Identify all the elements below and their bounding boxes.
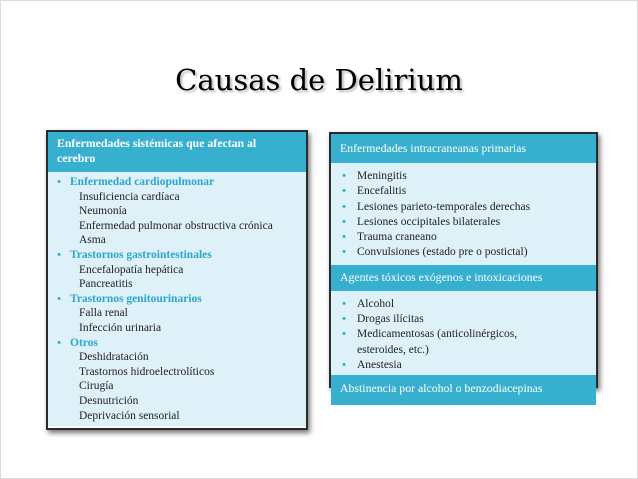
list-item: Cirugía <box>79 380 114 393</box>
list-item <box>331 312 596 327</box>
item-text: Drogas ilícitas <box>357 313 424 326</box>
list-item <box>331 169 596 184</box>
intracranial-header: Enfermedades intracraneanas primarias <box>331 134 596 163</box>
bullet-icon: • <box>342 215 346 228</box>
category-label: Otros <box>70 336 98 349</box>
list-item: Deprivación sensorial <box>79 409 180 422</box>
list-item: Falla renal <box>79 307 128 320</box>
list-item <box>331 245 596 260</box>
list-item: Pancreatitis <box>79 278 133 291</box>
bullet-icon: • <box>342 313 346 326</box>
category-label: Trastornos gastrointestinales <box>70 248 212 261</box>
list-item: Desnutrición <box>79 394 139 407</box>
item-text: Encefalitis <box>357 185 407 198</box>
bullet-icon: • <box>342 328 346 341</box>
list-item: Deshidratación <box>79 351 149 364</box>
category-label: Enfermedad cardiopulmonar <box>70 176 215 188</box>
category-label: Trastornos genitourinarios <box>70 292 202 305</box>
category-row <box>48 292 306 307</box>
bullet-icon: • <box>57 248 61 261</box>
list-item <box>331 327 596 358</box>
list-item: Enfermedad pulmonar obstructiva crónica <box>79 219 273 232</box>
intracranial-list <box>331 163 596 265</box>
item-text: Meningitis <box>357 170 407 182</box>
list-item <box>331 184 596 199</box>
bullet-icon: • <box>342 358 346 371</box>
item-text: Medicamentosas (anticolinérgicos, esteroides, etc.) <box>357 328 518 356</box>
bullet-icon: • <box>342 246 346 259</box>
item-text: Alcohol <box>357 297 395 310</box>
list-item: Asma <box>79 234 106 247</box>
bullet-icon: • <box>57 336 61 349</box>
list-item <box>331 358 596 373</box>
item-text: Trauma craneano <box>357 231 437 244</box>
bullet-icon: • <box>342 200 346 213</box>
item-text: Convulsiones (estado pre o postictal) <box>357 246 528 259</box>
intracranial-toxic-causes-table <box>329 132 598 396</box>
item-text: Lesiones occipitales bilaterales <box>357 215 501 228</box>
list-item <box>331 297 596 312</box>
list-item: Infección urinaria <box>79 321 162 334</box>
systemic-causes-list <box>48 172 306 426</box>
list-item: Insuficiencia cardíaca <box>79 190 180 203</box>
bullet-icon: • <box>342 170 346 182</box>
systemic-causes-header: Enfermedades sistémicas que afectan al cerebro <box>48 132 306 172</box>
bullet-icon: • <box>342 185 346 198</box>
toxic-agents-list <box>331 291 596 375</box>
category-row <box>48 175 306 190</box>
bullet-icon: • <box>57 176 61 188</box>
category-row <box>48 248 306 263</box>
list-item: Neumonía <box>79 205 127 218</box>
toxic-agents-header: Agentes tóxicos exógenos e intoxicaciones <box>331 265 596 291</box>
category-row <box>48 336 306 351</box>
list-item <box>331 215 596 230</box>
list-item: Trastornos hidroelectrolíticos <box>79 365 215 378</box>
bullet-icon: • <box>342 297 346 310</box>
withdrawal-header: Abstinencia por alcohol o benzodiacepinas <box>331 375 596 405</box>
slide-title: Causas de Delirium <box>175 63 463 97</box>
systemic-causes-table <box>46 130 308 430</box>
bullet-icon: • <box>342 231 346 244</box>
bullet-icon: • <box>57 292 61 305</box>
list-item <box>331 230 596 245</box>
list-item: Encefalopatía hepática <box>79 263 184 276</box>
list-item <box>331 200 596 215</box>
item-text: Anestesia <box>357 358 402 371</box>
item-text: Lesiones parieto-temporales derechas <box>357 200 531 213</box>
